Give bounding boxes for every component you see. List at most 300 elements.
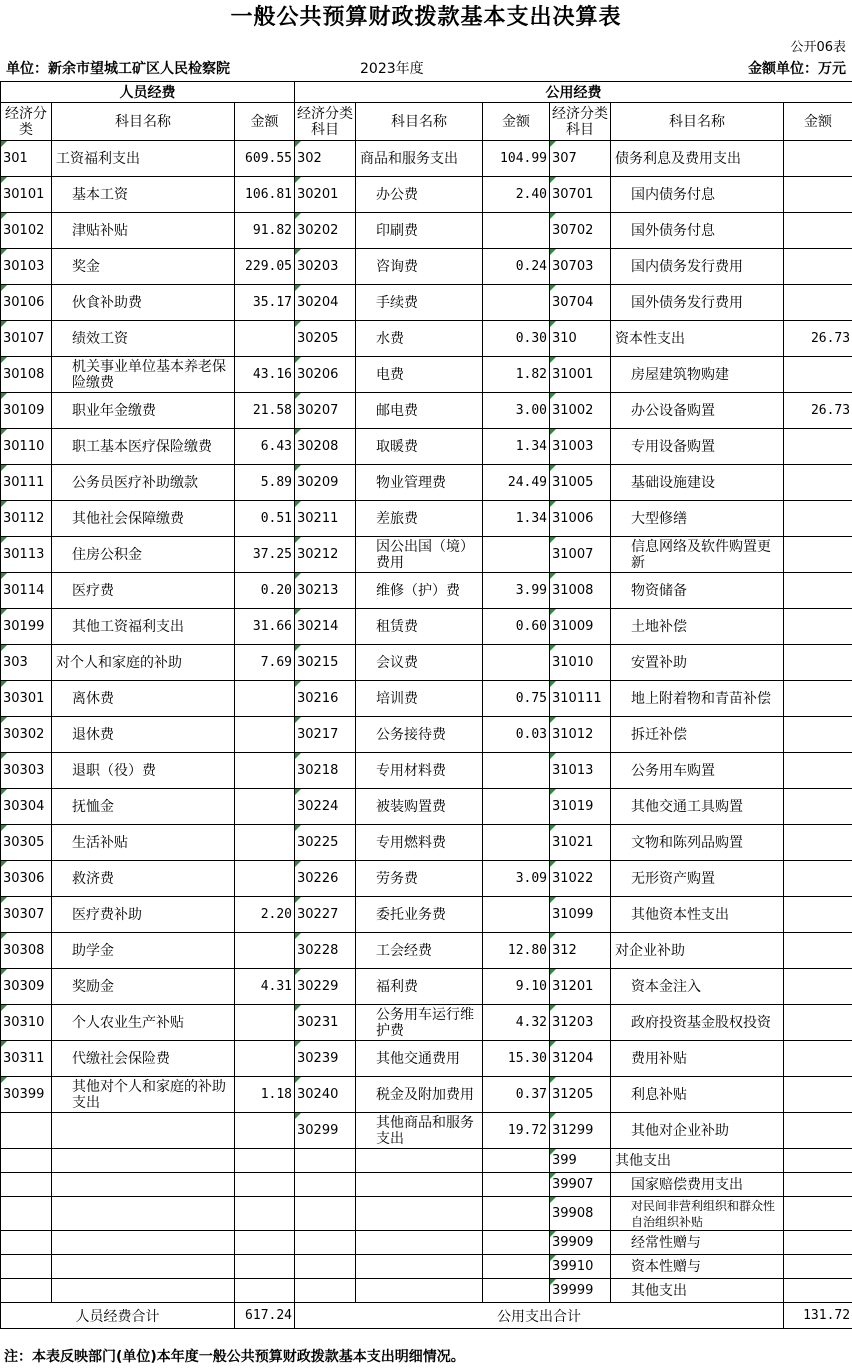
account-name: 资本性赠与 [611, 1255, 784, 1279]
amount [235, 717, 295, 753]
table-row [1, 465, 852, 501]
account-name: 对企业补助 [611, 933, 784, 969]
account-code: 30299 [295, 1113, 356, 1149]
amount: 0.37 [483, 1077, 550, 1113]
account-name: 专用设备购置 [611, 429, 784, 465]
account-name: 福利费 [356, 969, 483, 1005]
account-name: 其他对企业补助 [611, 1113, 784, 1149]
amount [784, 357, 852, 393]
account-name: 离休费 [52, 681, 235, 717]
amount [235, 1197, 295, 1231]
account-name: 其他对个人和家庭的补助支出 [52, 1077, 235, 1113]
amount: 12.80 [483, 933, 550, 969]
account-name [52, 1231, 235, 1255]
amount [483, 1173, 550, 1197]
account-code [295, 1255, 356, 1279]
amount [235, 1041, 295, 1077]
account-code: 30109 [1, 393, 52, 429]
amount: 35.17 [235, 285, 295, 321]
account-name: 住房公积金 [52, 537, 235, 573]
account-name: 职业年金缴费 [52, 393, 235, 429]
amount: 0.20 [235, 573, 295, 609]
account-name [356, 1173, 483, 1197]
account-code [295, 1231, 356, 1255]
amount [784, 1077, 852, 1113]
amount: 43.16 [235, 357, 295, 393]
account-name: 专用材料费 [356, 753, 483, 789]
amount: 21.58 [235, 393, 295, 429]
account-name: 国内债务付息 [611, 177, 784, 213]
table-row [1, 897, 852, 933]
amount [784, 429, 852, 465]
account-name [52, 1255, 235, 1279]
account-code [295, 1279, 356, 1303]
account-code: 30215 [295, 645, 356, 681]
amount: 1.34 [483, 501, 550, 537]
table-row [1, 1041, 852, 1077]
table-row [1, 357, 852, 393]
account-code [1, 1197, 52, 1231]
account-code: 30208 [295, 429, 356, 465]
account-name: 抚恤金 [52, 789, 235, 825]
account-name: 房屋建筑物购建 [611, 357, 784, 393]
account-code: 30207 [295, 393, 356, 429]
account-code: 30308 [1, 933, 52, 969]
table-row [1, 1231, 852, 1255]
account-name: 租赁费 [356, 609, 483, 645]
account-code: 31205 [550, 1077, 611, 1113]
amount [784, 645, 852, 681]
account-code: 30307 [1, 897, 52, 933]
account-name: 手续费 [356, 285, 483, 321]
account-name: 安置补助 [611, 645, 784, 681]
account-code: 39910 [550, 1255, 611, 1279]
table-row [1, 1149, 852, 1173]
account-code: 31201 [550, 969, 611, 1005]
account-name: 机关事业单位基本养老保险缴费 [52, 357, 235, 393]
account-name: 其他资本性支出 [611, 897, 784, 933]
amount [483, 1197, 550, 1231]
amount [784, 465, 852, 501]
account-name: 会议费 [356, 645, 483, 681]
account-name: 利息补贴 [611, 1077, 784, 1113]
account-name: 因公出国（境）费用 [356, 537, 483, 573]
account-name: 工资福利支出 [52, 141, 235, 177]
account-code: 30226 [295, 861, 356, 897]
account-name: 公务用车运行维护费 [356, 1005, 483, 1041]
account-code: 30228 [295, 933, 356, 969]
account-name: 邮电费 [356, 393, 483, 429]
amount [235, 789, 295, 825]
account-name: 奖金 [52, 249, 235, 285]
amount: 15.30 [483, 1041, 550, 1077]
col-header-name: 科目名称 [356, 103, 483, 141]
account-code: 30302 [1, 717, 52, 753]
account-code: 301 [1, 141, 52, 177]
account-code: 31203 [550, 1005, 611, 1041]
account-code: 30204 [295, 285, 356, 321]
account-name: 其他社会保障缴费 [52, 501, 235, 537]
amount: 26.73 [784, 321, 852, 357]
amount [784, 537, 852, 573]
account-name [356, 1231, 483, 1255]
account-name: 其他交通费用 [356, 1041, 483, 1077]
amount [784, 825, 852, 861]
account-name: 国外债务发行费用 [611, 285, 784, 321]
amount [235, 681, 295, 717]
account-name: 工会经费 [356, 933, 483, 969]
account-name: 维修（护）费 [356, 573, 483, 609]
col-header-code: 经济分类 [1, 103, 52, 141]
account-code [1, 1149, 52, 1173]
amount [483, 897, 550, 933]
amount: 106.81 [235, 177, 295, 213]
account-code [1, 1173, 52, 1197]
account-code: 307 [550, 141, 611, 177]
amount [784, 717, 852, 753]
form-number: 公开06表 [790, 40, 846, 55]
account-code: 31019 [550, 789, 611, 825]
amount: 104.99 [483, 141, 550, 177]
account-code: 312 [550, 933, 611, 969]
account-name: 绩效工资 [52, 321, 235, 357]
account-code: 31009 [550, 609, 611, 645]
amount: 0.51 [235, 501, 295, 537]
account-name [356, 1149, 483, 1173]
account-code: 30201 [295, 177, 356, 213]
account-code: 31006 [550, 501, 611, 537]
account-name: 公务用车购置 [611, 753, 784, 789]
account-name: 培训费 [356, 681, 483, 717]
account-name: 资本性支出 [611, 321, 784, 357]
account-code [1, 1231, 52, 1255]
amount: 9.10 [483, 969, 550, 1005]
account-name: 地上附着物和青苗补偿 [611, 681, 784, 717]
amount [784, 1197, 852, 1231]
account-code: 303 [1, 645, 52, 681]
account-code: 31010 [550, 645, 611, 681]
amount [235, 861, 295, 897]
account-code: 30218 [295, 753, 356, 789]
account-code [1, 1255, 52, 1279]
account-name: 资本金注入 [611, 969, 784, 1005]
amount [784, 141, 852, 177]
account-code: 30103 [1, 249, 52, 285]
amount [483, 537, 550, 573]
account-name: 国内债务发行费用 [611, 249, 784, 285]
amount [784, 1149, 852, 1173]
account-name: 电费 [356, 357, 483, 393]
amount [784, 897, 852, 933]
public-total-value: 131.72 [784, 1303, 852, 1329]
account-code: 30212 [295, 537, 356, 573]
amount [784, 789, 852, 825]
amount [235, 1279, 295, 1303]
account-code: 31299 [550, 1113, 611, 1149]
amount: 0.30 [483, 321, 550, 357]
col-header-amount: 金额 [483, 103, 550, 141]
account-code: 30108 [1, 357, 52, 393]
col-header-amount: 金额 [235, 103, 295, 141]
account-name: 政府投资基金股权投资 [611, 1005, 784, 1041]
account-code: 30217 [295, 717, 356, 753]
account-code: 30303 [1, 753, 52, 789]
amount [784, 573, 852, 609]
account-name: 文物和陈列品购置 [611, 825, 784, 861]
group-header-personnel: 人员经费 [1, 82, 295, 103]
account-code: 30239 [295, 1041, 356, 1077]
amount [235, 1113, 295, 1149]
account-code: 30216 [295, 681, 356, 717]
account-code: 30211 [295, 501, 356, 537]
account-name: 对个人和家庭的补助 [52, 645, 235, 681]
amount: 0.60 [483, 609, 550, 645]
amount [235, 825, 295, 861]
amount [784, 753, 852, 789]
amount: 0.24 [483, 249, 550, 285]
table-row [1, 429, 852, 465]
account-code: 30227 [295, 897, 356, 933]
account-name: 委托业务费 [356, 897, 483, 933]
account-name: 奖励金 [52, 969, 235, 1005]
account-code: 31003 [550, 429, 611, 465]
account-code [295, 1197, 356, 1231]
table-row [1, 573, 852, 609]
amount: 1.18 [235, 1077, 295, 1113]
account-code: 30310 [1, 1005, 52, 1041]
account-code [295, 1173, 356, 1197]
amount [235, 753, 295, 789]
account-name: 信息网络及软件购置更新 [611, 537, 784, 573]
amount [483, 753, 550, 789]
table-row [1, 141, 852, 177]
amount: 3.00 [483, 393, 550, 429]
money-unit-label: 金额单位：万元 [748, 61, 846, 77]
amount: 31.66 [235, 609, 295, 645]
amount [235, 321, 295, 357]
account-code: 30304 [1, 789, 52, 825]
amount: 24.49 [483, 465, 550, 501]
amount [784, 681, 852, 717]
table-row [1, 753, 852, 789]
expenditure-table [0, 81, 852, 1329]
account-code: 31021 [550, 825, 611, 861]
account-name: 劳务费 [356, 861, 483, 897]
account-name: 退休费 [52, 717, 235, 753]
account-name: 经常性赠与 [611, 1231, 784, 1255]
unit-label: 单位：新余市望城工矿区人民检察院 [6, 61, 230, 77]
account-code [1, 1279, 52, 1303]
col-header-code: 经济分类科目 [550, 103, 611, 141]
amount: 5.89 [235, 465, 295, 501]
account-code: 30107 [1, 321, 52, 357]
amount: 229.05 [235, 249, 295, 285]
account-name: 其他工资福利支出 [52, 609, 235, 645]
account-name: 救济费 [52, 861, 235, 897]
account-name: 大型修缮 [611, 501, 784, 537]
account-code: 30205 [295, 321, 356, 357]
table-row [1, 501, 852, 537]
account-code: 30106 [1, 285, 52, 321]
account-code: 30203 [295, 249, 356, 285]
account-name: 国家赔偿费用支出 [611, 1173, 784, 1197]
account-code: 30113 [1, 537, 52, 573]
account-name: 被装购置费 [356, 789, 483, 825]
account-name: 基本工资 [52, 177, 235, 213]
table-row [1, 609, 852, 645]
amount [784, 177, 852, 213]
account-name: 个人农业生产补贴 [52, 1005, 235, 1041]
amount: 2.20 [235, 897, 295, 933]
account-name: 助学金 [52, 933, 235, 969]
table-row [1, 213, 852, 249]
personnel-total-label: 人员经费合计 [1, 1303, 235, 1329]
account-name: 国外债务付息 [611, 213, 784, 249]
account-name: 其他支出 [611, 1279, 784, 1303]
account-name: 物资储备 [611, 573, 784, 609]
account-code: 302 [295, 141, 356, 177]
amount: 3.99 [483, 573, 550, 609]
personnel-total-value: 617.24 [235, 1303, 295, 1329]
account-name: 无形资产购置 [611, 861, 784, 897]
account-name: 津贴补贴 [52, 213, 235, 249]
table-row [1, 393, 852, 429]
account-code: 30703 [550, 249, 611, 285]
account-code: 31012 [550, 717, 611, 753]
account-name [52, 1279, 235, 1303]
amount: 4.31 [235, 969, 295, 1005]
account-name: 取暖费 [356, 429, 483, 465]
amount: 0.75 [483, 681, 550, 717]
account-name: 咨询费 [356, 249, 483, 285]
account-name [52, 1149, 235, 1173]
account-code: 30301 [1, 681, 52, 717]
account-name: 退职（役）费 [52, 753, 235, 789]
amount: 19.72 [483, 1113, 550, 1149]
table-row [1, 969, 852, 1005]
account-name: 其他商品和服务支出 [356, 1113, 483, 1149]
account-name [52, 1197, 235, 1231]
amount [784, 1173, 852, 1197]
col-header-amount: 金额 [784, 103, 852, 141]
account-code: 30199 [1, 609, 52, 645]
account-name: 办公设备购置 [611, 393, 784, 429]
amount [784, 861, 852, 897]
amount [784, 1041, 852, 1077]
table-row [1, 1279, 852, 1303]
page-title: 一般公共预算财政拨款基本支出决算表 [230, 4, 622, 30]
account-code: 30110 [1, 429, 52, 465]
table-row [1, 933, 852, 969]
account-name: 办公费 [356, 177, 483, 213]
amount: 91.82 [235, 213, 295, 249]
account-code: 39907 [550, 1173, 611, 1197]
account-code: 39909 [550, 1231, 611, 1255]
account-code: 30102 [1, 213, 52, 249]
account-name: 公务接待费 [356, 717, 483, 753]
table-row [1, 1077, 852, 1113]
account-name: 医疗费 [52, 573, 235, 609]
account-code: 30114 [1, 573, 52, 609]
table-row [1, 537, 852, 573]
account-code: 31204 [550, 1041, 611, 1077]
account-name [52, 1173, 235, 1197]
amount [483, 1255, 550, 1279]
table-row [1, 1173, 852, 1197]
table-row [1, 645, 852, 681]
amount [235, 1149, 295, 1173]
account-name: 对民间非营利组织和群众性自治组织补贴 [611, 1197, 784, 1231]
amount [784, 501, 852, 537]
account-code: 30309 [1, 969, 52, 1005]
amount [235, 933, 295, 969]
table-row [1, 681, 852, 717]
account-code: 31008 [550, 573, 611, 609]
account-name: 水费 [356, 321, 483, 357]
col-header-name: 科目名称 [52, 103, 235, 141]
account-code: 30240 [295, 1077, 356, 1113]
account-name: 土地补偿 [611, 609, 784, 645]
amount [784, 1279, 852, 1303]
amount: 7.69 [235, 645, 295, 681]
amount [235, 1231, 295, 1255]
amount [784, 969, 852, 1005]
table-row [1, 1197, 852, 1231]
group-header-public: 公用经费 [295, 82, 852, 103]
amount [483, 1149, 550, 1173]
account-code: 31002 [550, 393, 611, 429]
account-code: 30231 [295, 1005, 356, 1041]
account-code: 30202 [295, 213, 356, 249]
amount [483, 285, 550, 321]
account-name: 印刷费 [356, 213, 483, 249]
table-row [1, 825, 852, 861]
amount: 3.09 [483, 861, 550, 897]
amount [784, 1005, 852, 1041]
table-row [1, 285, 852, 321]
amount [483, 825, 550, 861]
account-name: 费用补贴 [611, 1041, 784, 1077]
account-code: 30209 [295, 465, 356, 501]
account-name: 税金及附加费用 [356, 1077, 483, 1113]
account-name [52, 1113, 235, 1149]
account-name: 其他交通工具购置 [611, 789, 784, 825]
account-name: 债务利息及费用支出 [611, 141, 784, 177]
col-header-code: 经济分类科目 [295, 103, 356, 141]
account-code: 30704 [550, 285, 611, 321]
account-code: 310111 [550, 681, 611, 717]
amount [784, 1255, 852, 1279]
amount: 0.03 [483, 717, 550, 753]
year-label: 2023年度 [360, 61, 424, 77]
account-name [356, 1197, 483, 1231]
amount: 37.25 [235, 537, 295, 573]
account-name [356, 1279, 483, 1303]
amount: 6.43 [235, 429, 295, 465]
table-row [1, 249, 852, 285]
amount [483, 645, 550, 681]
table-row [1, 789, 852, 825]
footnote: 注：本表反映部门(单位)本年度一般公共预算财政拨款基本支出明细情况。 [4, 1349, 465, 1365]
amount: 1.34 [483, 429, 550, 465]
account-code: 30701 [550, 177, 611, 213]
account-code: 31022 [550, 861, 611, 897]
account-code: 31007 [550, 537, 611, 573]
table-row [1, 321, 852, 357]
table-row [1, 1255, 852, 1279]
table-row [1, 717, 852, 753]
col-header-name: 科目名称 [611, 103, 784, 141]
